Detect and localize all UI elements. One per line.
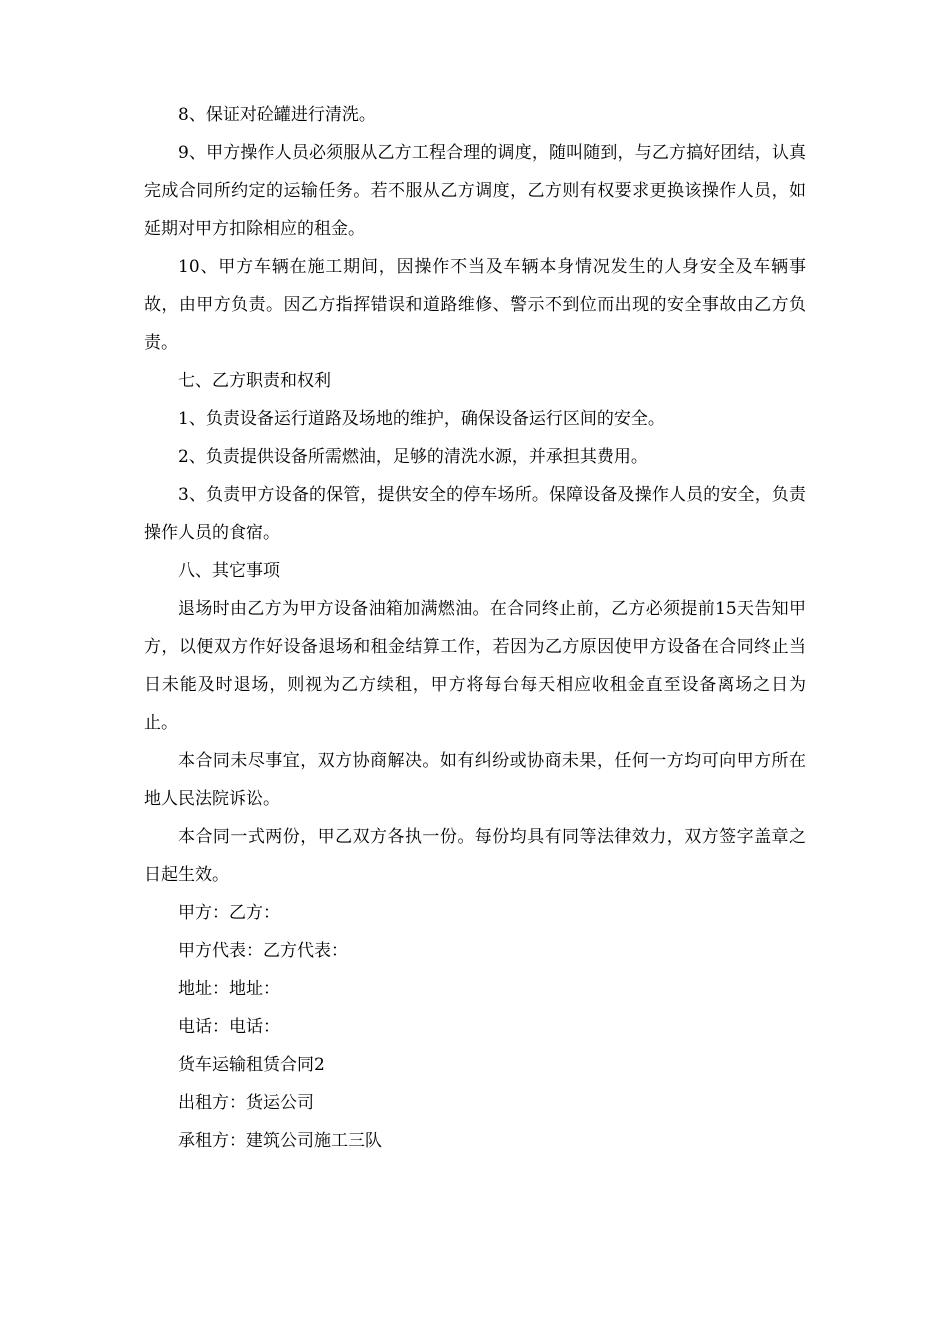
signature-phone: 电话：电话： xyxy=(178,1017,280,1037)
document-page xyxy=(144,96,806,1160)
signature-parties: 甲方：乙方： xyxy=(178,903,280,923)
dispute-clause: 本合同未尽事宜，双方协商解决。如有纠纷或协商未果，任何一方均可向甲方所在地人民法院诉讼。 xyxy=(144,751,806,809)
contract-2-title: 货车运输租赁合同2 xyxy=(178,1055,325,1075)
clause-b-1: 1、负责设备运行道路及场地的维护，确保设备运行区间的安全。 xyxy=(178,409,665,429)
signature-address: 地址：地址： xyxy=(178,979,280,999)
lessor-line: 出租方：货运公司 xyxy=(178,1093,314,1113)
section-heading-7: 七、乙方职责和权利 xyxy=(178,371,331,391)
copies-clause: 本合同一式两份，甲乙双方各执一份。每份均具有同等法律效力，双方签字盖章之日起生效。 xyxy=(144,827,806,885)
section-heading-8: 八、其它事项 xyxy=(178,561,280,581)
clause-9: 9、甲方操作人员必须服从乙方工程合理的调度，随叫随到，与乙方搞好团结，认真完成合同所约定的运输任务。若不服从乙方调度，乙方则有权要求更换该操作人员，如延期对甲方扣除相应的租金。 xyxy=(144,143,806,239)
clause-8: 8、保证对砼罐进行清洗。 xyxy=(178,105,376,125)
lessee-line: 承租方：建筑公司施工三队 xyxy=(178,1131,382,1151)
clause-b-2: 2、负责提供设备所需燃油，足够的清洗水源，并承担其费用。 xyxy=(178,447,648,467)
clause-10: 10、甲方车辆在施工期间，因操作不当及车辆本身情况发生的人身安全及车辆事故，由甲方负责。因乙方指挥错误和道路维修、警示不到位而出现的安全事故由乙方负责。 xyxy=(144,257,806,353)
exit-clause: 退场时由乙方为甲方设备油箱加满燃油。在合同终止前，乙方必须提前15天告知甲方，以便双方作好设备退场和租金结算工作，若因为乙方原因使甲方设备在合同终止当日未能及时退场，则视为乙方续租，甲方将每台每天相应收租金直至设备离场之日为止。 xyxy=(144,599,806,733)
signature-representatives: 甲方代表：乙方代表： xyxy=(178,941,348,961)
clause-b-3: 3、负责甲方设备的保管，提供安全的停车场所。保障设备及操作人员的安全，负责操作人员的食宿。 xyxy=(144,485,806,543)
